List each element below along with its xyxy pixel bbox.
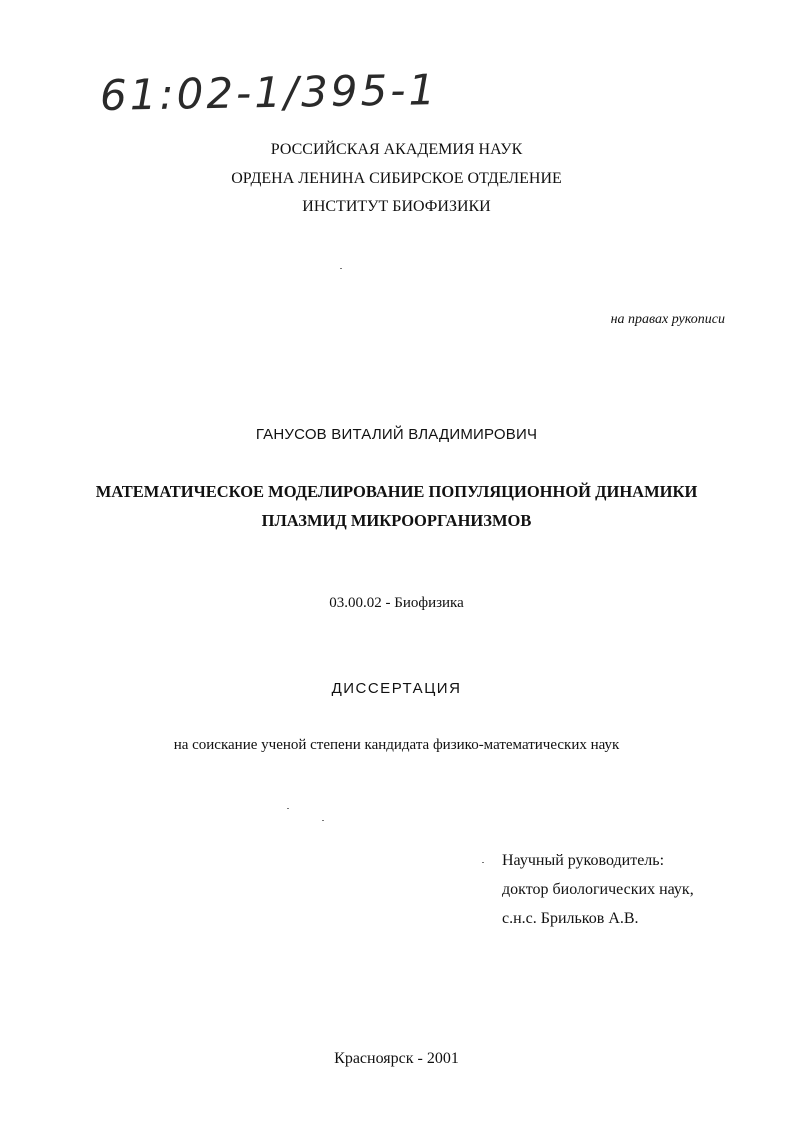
- author-name: ГАНУСОВ ВИТАЛИЙ ВЛАДИМИРОВИЧ: [255, 426, 538, 443]
- scan-speck: [340, 268, 342, 269]
- scan-speck: [287, 808, 289, 809]
- city-year: Красноярск - 2001: [334, 1050, 459, 1067]
- academy-name: РОССИЙСКАЯ АКАДЕМИЯ НАУК: [270, 141, 523, 158]
- title-line-2: ПЛАЗМИД МИКРООРГАНИЗМОВ: [261, 511, 532, 530]
- supervisor-name: с.н.с. Брильков А.В.: [502, 910, 639, 927]
- title-line-1: МАТЕМАТИЧЕСКОЕ МОДЕЛИРОВАНИЕ ПОПУЛЯЦИОННОЙ ДИНАМИКИ: [95, 482, 698, 501]
- document-type: ДИССЕРТАЦИЯ: [331, 680, 462, 697]
- scan-speck: [482, 862, 484, 863]
- scan-speck: [322, 820, 324, 821]
- degree-statement: на соискание ученой степени кандидата физико-математических наук: [173, 737, 620, 753]
- handwritten-catalog-number: 61:02-1/395-1: [99, 65, 439, 120]
- institute-name: ИНСТИТУТ БИОФИЗИКИ: [302, 198, 491, 215]
- specialty-code: 03.00.02 - Биофизика: [329, 595, 464, 611]
- manuscript-rights-note: на правах рукописи: [610, 312, 725, 327]
- supervisor-degree: доктор биологических наук,: [502, 881, 694, 898]
- supervisor-label: Научный руководитель:: [502, 852, 665, 869]
- division-name: ОРДЕНА ЛЕНИНА СИБИРСКОЕ ОТДЕЛЕНИЕ: [231, 170, 562, 187]
